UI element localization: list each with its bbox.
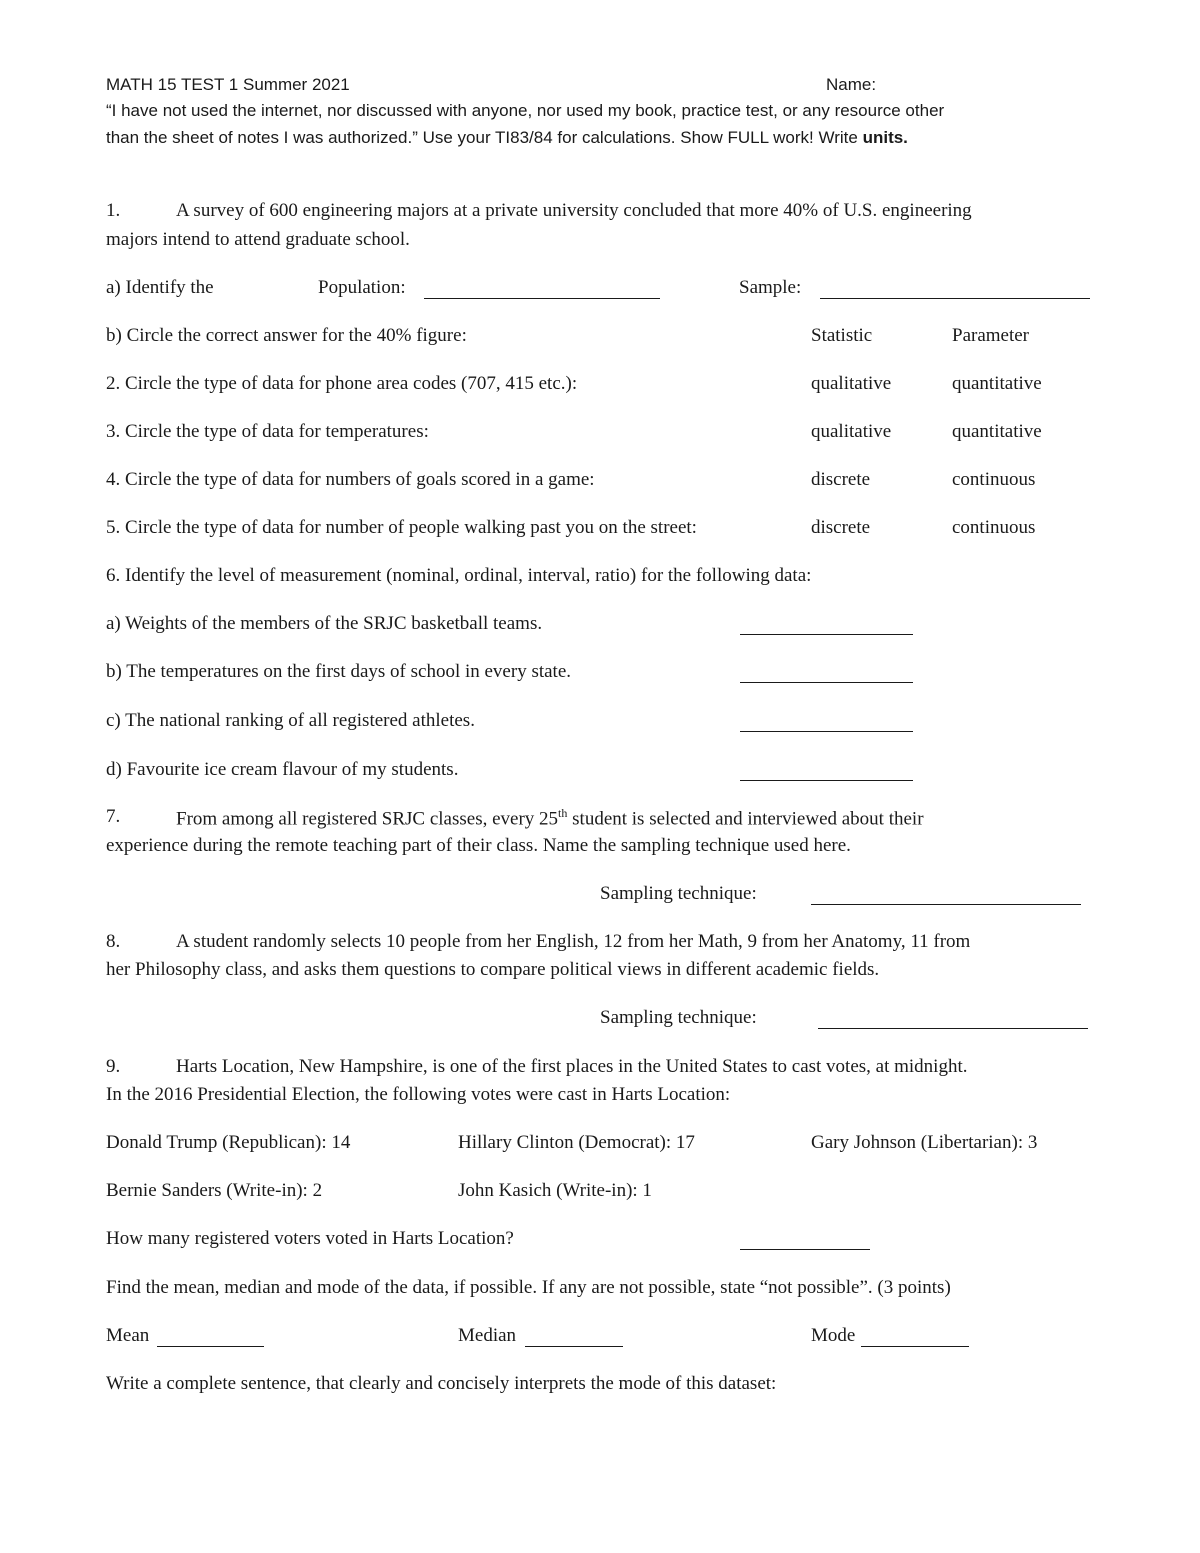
q4-option-discrete[interactable]: discrete bbox=[811, 469, 871, 490]
q1a-label: a) Identify the bbox=[106, 277, 214, 298]
vote-clinton: Hillary Clinton (Democrat): 17 bbox=[458, 1132, 695, 1153]
pledge-text: than the sheet of notes I was authorized.” Use your TI83/84 for calculations. Show FULL work! Write bbox=[106, 128, 858, 147]
q7-text-pre: From among all registered SRJC classes, every 25 bbox=[176, 808, 559, 830]
sample-answer-blank[interactable] bbox=[820, 298, 1090, 299]
q6a-answer-blank[interactable] bbox=[740, 634, 913, 635]
q8-text-line2: her Philosophy class, and asks them questions to compare political views in different academic fields. bbox=[106, 959, 880, 980]
q5-option-discrete[interactable]: discrete bbox=[811, 517, 871, 538]
course-title: MATH 15 TEST 1 Summer 2021 bbox=[106, 75, 350, 94]
q6a-text: a) Weights of the members of the SRJC basketball teams. bbox=[106, 613, 543, 634]
name-label: Name: bbox=[826, 75, 877, 94]
q6b-answer-blank[interactable] bbox=[740, 682, 913, 683]
q1b-label: b) Circle the correct answer for the 40% figure: bbox=[106, 325, 467, 346]
q6c-text: c) The national ranking of all registered athletes. bbox=[106, 710, 475, 731]
q9-how-many-answer-blank[interactable] bbox=[740, 1249, 870, 1250]
sample-label: Sample: bbox=[739, 277, 802, 298]
q7-text-post: student is selected and interviewed about their bbox=[567, 808, 924, 830]
vote-johnson: Gary Johnson (Libertarian): 3 bbox=[811, 1132, 1038, 1153]
q8-text-line1: A student randomly selects 10 people from her English, 12 from her Math, 9 from her Anatomy, 11 from bbox=[176, 931, 971, 952]
median-answer-blank[interactable] bbox=[525, 1346, 623, 1347]
population-answer-blank[interactable] bbox=[424, 298, 660, 299]
vote-sanders: Bernie Sanders (Write-in): 2 bbox=[106, 1180, 323, 1201]
q5-text: 5. Circle the type of data for number of people walking past you on the street: bbox=[106, 517, 697, 538]
q1-number: 1. bbox=[106, 200, 121, 221]
q7-sampling-answer-blank[interactable] bbox=[811, 904, 1081, 905]
q2-option-qualitative[interactable]: qualitative bbox=[811, 373, 892, 394]
q7-number: 7. bbox=[106, 806, 121, 827]
q6c-answer-blank[interactable] bbox=[740, 731, 913, 732]
q3-option-quantitative[interactable]: quantitative bbox=[952, 421, 1042, 442]
q8-sampling-label: Sampling technique: bbox=[600, 1007, 757, 1028]
q6d-answer-blank[interactable] bbox=[740, 780, 913, 781]
q2-option-quantitative[interactable]: quantitative bbox=[952, 373, 1042, 394]
q1b-option-parameter[interactable]: Parameter bbox=[952, 325, 1030, 346]
pledge-line-2 bbox=[106, 128, 908, 148]
q1-text-line2: majors intend to attend graduate school. bbox=[106, 229, 410, 250]
q6d-text: d) Favourite ice cream flavour of my students. bbox=[106, 759, 459, 780]
mode-label: Mode bbox=[811, 1325, 856, 1346]
q5-option-continuous[interactable]: continuous bbox=[952, 517, 1036, 538]
q1-text-line1: A survey of 600 engineering majors at a private university concluded that more 40% of U.S. engineering bbox=[176, 200, 972, 221]
q9-find-stats: Find the mean, median and mode of the data, if possible. If any are not possible, state “not possible”. (3 points) bbox=[106, 1277, 951, 1298]
vote-trump: Donald Trump (Republican): 14 bbox=[106, 1132, 351, 1153]
q8-sampling-answer-blank[interactable] bbox=[818, 1028, 1088, 1029]
mode-answer-blank[interactable] bbox=[861, 1346, 969, 1347]
q6-text: 6. Identify the level of measurement (nominal, ordinal, interval, ratio) for the following data: bbox=[106, 565, 812, 586]
vote-kasich: John Kasich (Write-in): 1 bbox=[458, 1180, 652, 1201]
q7-text-line2: experience during the remote teaching part of their class. Name the sampling technique used here. bbox=[106, 835, 851, 856]
mean-answer-blank[interactable] bbox=[157, 1346, 264, 1347]
q7-text-line1 bbox=[176, 806, 924, 830]
q7-sampling-label: Sampling technique: bbox=[600, 883, 757, 904]
q9-text-line2: In the 2016 Presidential Election, the following votes were cast in Harts Location: bbox=[106, 1084, 731, 1105]
q4-option-continuous[interactable]: continuous bbox=[952, 469, 1036, 490]
population-label: Population: bbox=[318, 277, 406, 298]
q1b-option-statistic[interactable]: Statistic bbox=[811, 325, 873, 346]
q4-text: 4. Circle the type of data for numbers of goals scored in a game: bbox=[106, 469, 595, 490]
q9-how-many: How many registered voters voted in Harts Location? bbox=[106, 1228, 514, 1249]
pledge-units: units. bbox=[862, 128, 908, 147]
median-label: Median bbox=[458, 1325, 517, 1346]
q9-text-line1: Harts Location, New Hampshire, is one of the first places in the United States to cast votes, at midnight. bbox=[176, 1056, 968, 1077]
mean-label: Mean bbox=[106, 1325, 150, 1346]
q2-text: 2. Circle the type of data for phone area codes (707, 415 etc.): bbox=[106, 373, 578, 394]
q7-text-sup: th bbox=[558, 806, 568, 820]
q6b-text: b) The temperatures on the first days of school in every state. bbox=[106, 661, 572, 682]
pledge-line-1: “I have not used the internet, nor discussed with anyone, nor used my book, practice test, or any resource other bbox=[106, 101, 945, 120]
q3-text: 3. Circle the type of data for temperatures: bbox=[106, 421, 429, 442]
q8-number: 8. bbox=[106, 931, 121, 952]
q9-number: 9. bbox=[106, 1056, 121, 1077]
q9-interpret: Write a complete sentence, that clearly and concisely interprets the mode of this dataset: bbox=[106, 1373, 777, 1394]
q3-option-qualitative[interactable]: qualitative bbox=[811, 421, 892, 442]
